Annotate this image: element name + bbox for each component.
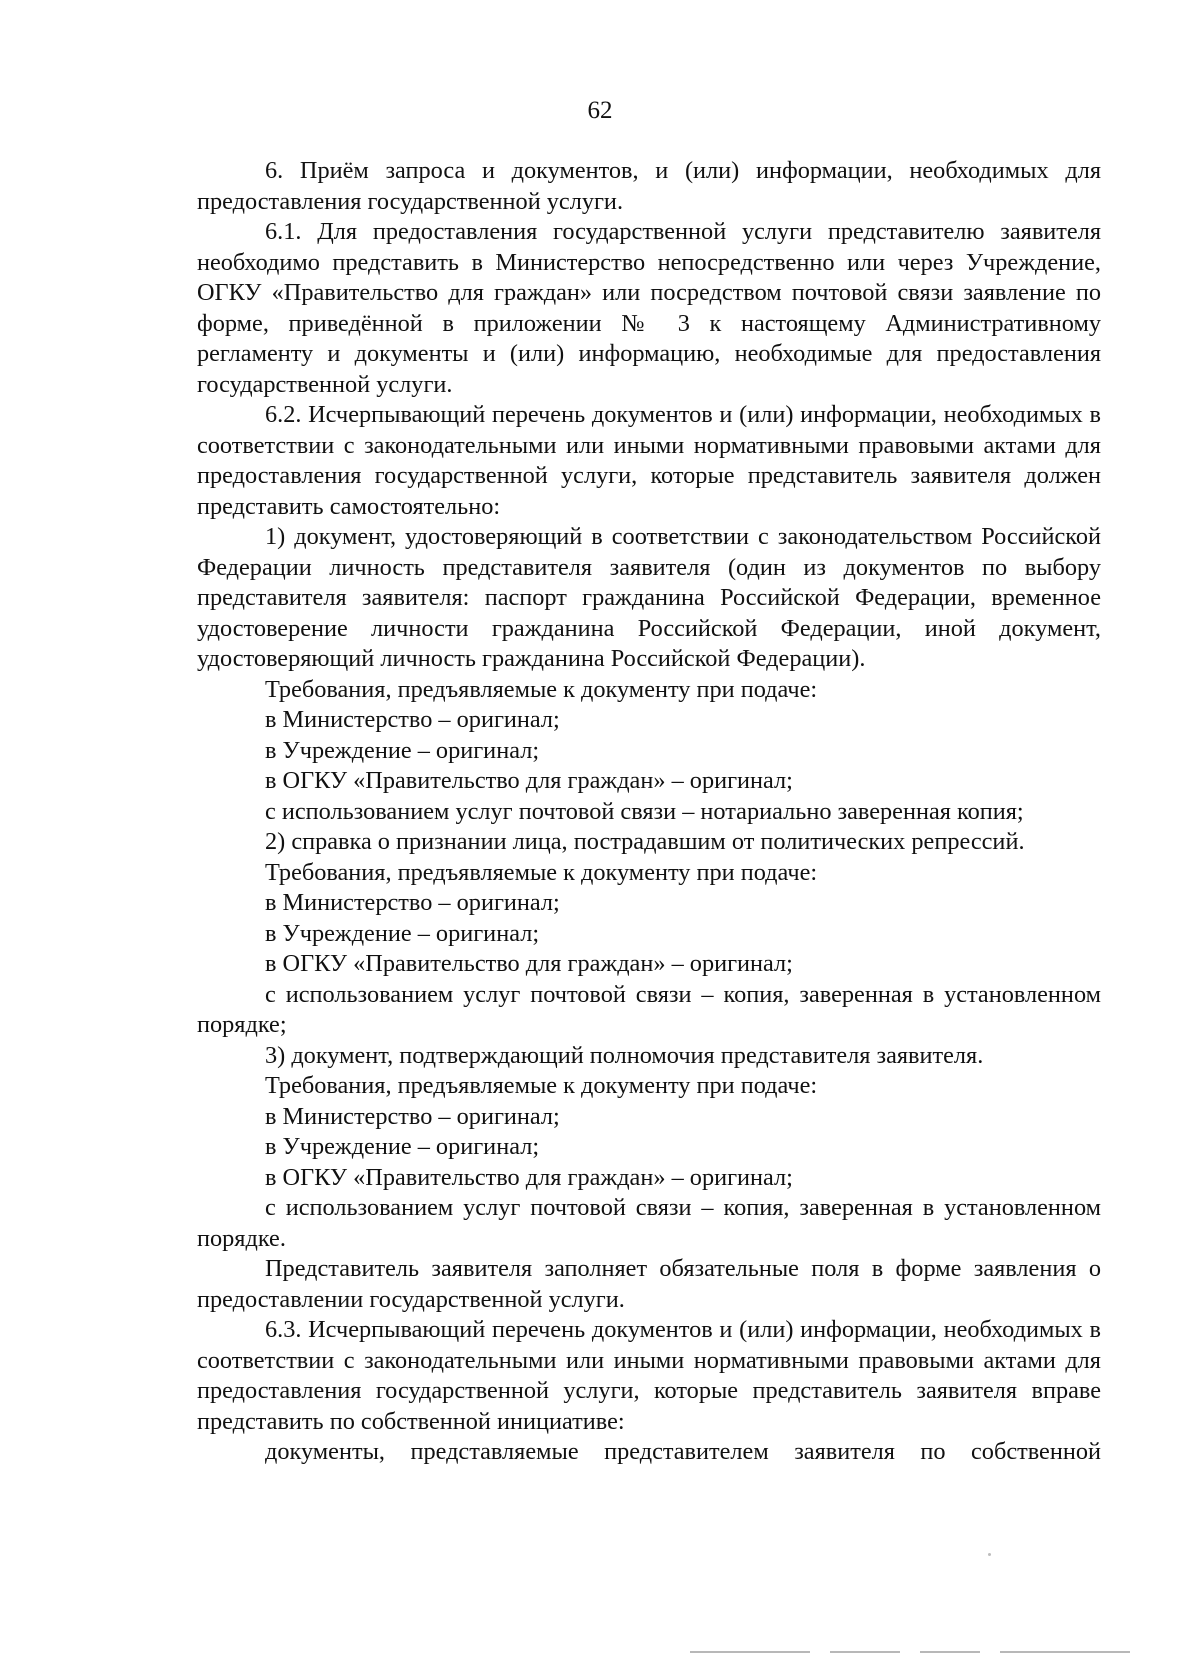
page-number: 62	[587, 97, 613, 124]
paragraph-req-ogku-1: в ОГКУ «Правительство для граждан» – оригинал;	[265, 767, 793, 794]
paragraph-item-2: 2) справка о признании лица, пострадавшим от политических репрессий.	[265, 828, 1025, 855]
paragraph-requirements-1: Требования, предъявляемые к документу при подаче:	[265, 675, 818, 703]
paragraph-req-post-3: с использованием услуг почтовой связи – копия, заверенная в установленном порядке.	[197, 1194, 1101, 1252]
paragraph-item-3: 3) документ, подтверждающий полномочия представителя заявителя.	[265, 1041, 984, 1069]
paragraph-item-1: 1) документ, удостоверяющий в соответствии с законодательством Российской Федерации личность представителя заявителя (один из документов по выбору представителя заявителя: паспорт гражданина Российской Федерации, временное удостоверение личности гражданина Российской Федерации, иной документ, удостоверяющий личность гражданина Российской Федерации).	[197, 523, 1101, 672]
paragraph-req-institution-3: в Учреждение – оригинал;	[265, 1133, 540, 1160]
scan-artifact-lines	[690, 1651, 1160, 1654]
paragraph-req-ministry-3: в Министерство – оригинал;	[265, 1102, 560, 1130]
paragraph-req-ogku-2: в ОГКУ «Правительство для граждан» – оригинал;	[265, 950, 793, 977]
paragraph-section-6-3: 6.3. Исчерпывающий перечень документов и (или) информации, необходимых в соответствии с законодательными или иными нормативными правовыми актами для предоставления государственной услуги, которые представитель заявителя вправе представить по собственной инициативе:	[197, 1316, 1101, 1435]
paragraph-req-post-2: с использованием услуг почтовой связи – копия, заверенная в установленном порядке;	[197, 980, 1101, 1038]
paragraph-section-6-2: 6.2. Исчерпывающий перечень документов и (или) информации, необходимых в соответствии с законодательными или иными нормативными правовыми актами для предоставления государственной услуги, которые представитель заявителя должен представить самостоятельно:	[197, 401, 1101, 520]
paragraph-section-6: 6. Приём запроса и документов, и (или) информации, необходимых для предоставления государственной услуги.	[197, 157, 1101, 215]
paragraph-docs-own-initiative: документы, представляемые представителем заявителя по собственной	[265, 1438, 1101, 1465]
paragraph-req-institution-1: в Учреждение – оригинал;	[265, 736, 540, 764]
paragraph-req-ministry-1: в Министерство – оригинал;	[265, 706, 560, 733]
paragraph-section-6-1: 6.1. Для предоставления государственной услуги представителю заявителя необходимо представить в Министерство непосредственно или через Учреждение, ОГКУ «Правительство для граждан» или посредством почтовой связи заявление по форме, приведённой в приложении № 3 к настоящему Административному регламенту и документы и (или) информацию, необходимые для предоставления государственной услуги.	[197, 218, 1101, 398]
paragraph-requirements-3: Требования, предъявляемые к документу при подаче:	[265, 1072, 818, 1099]
paragraph-applicant-fills: Представитель заявителя заполняет обязательные поля в форме заявления о предоставлении государственной услуги.	[197, 1255, 1101, 1313]
paragraph-req-ministry-2: в Министерство – оригинал;	[265, 889, 560, 916]
paragraph-req-ogku-3: в ОГКУ «Правительство для граждан» – оригинал;	[265, 1163, 793, 1191]
document-body	[197, 156, 1101, 1468]
paragraph-req-institution-2: в Учреждение – оригинал;	[265, 919, 540, 947]
paragraph-requirements-2: Требования, предъявляемые к документу при подаче:	[265, 858, 818, 886]
scan-speck	[988, 1553, 991, 1556]
paragraph-req-post-1: с использованием услуг почтовой связи – нотариально заверенная копия;	[265, 797, 1024, 825]
